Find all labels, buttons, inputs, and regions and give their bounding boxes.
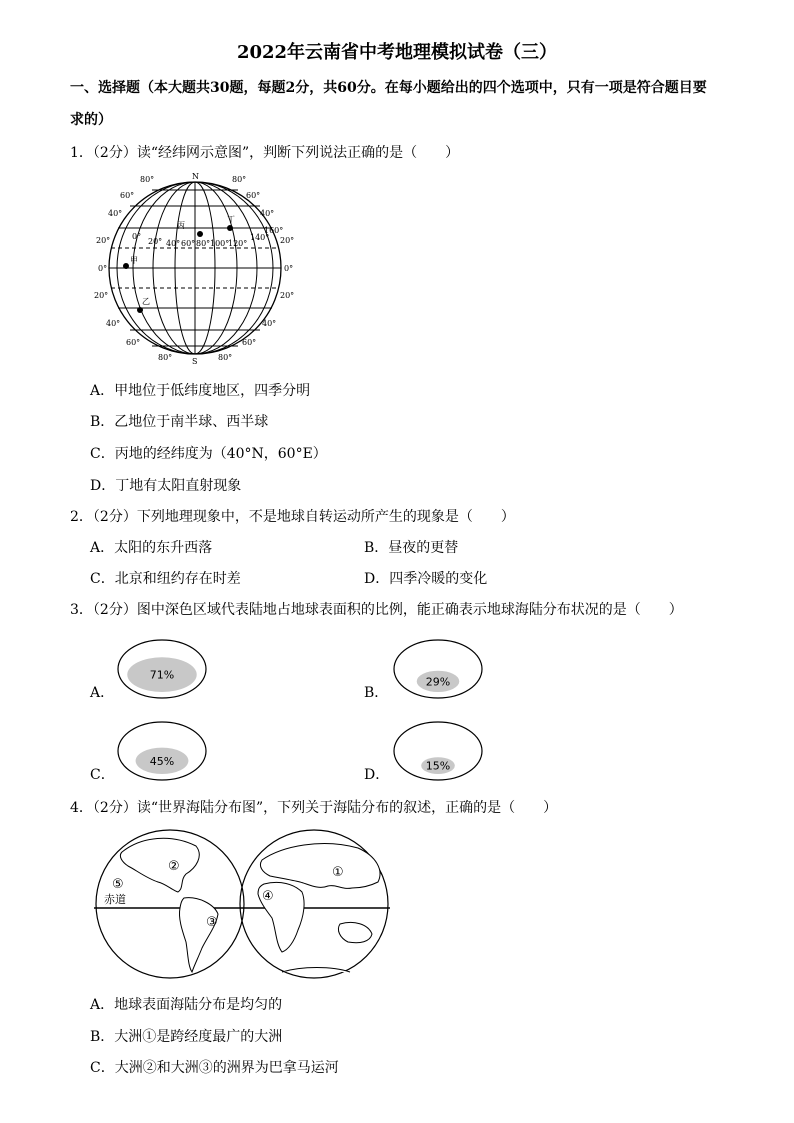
- lat-label-right: 0°: [284, 264, 294, 273]
- q4-option-b[interactable]: B．大洲①是跨经度最广的大洲: [90, 1029, 283, 1045]
- q1-option-c[interactable]: C．丙地的经纬度为（40°N，60°E）: [90, 446, 327, 462]
- q3-oval-d[interactable]: [392, 720, 484, 782]
- land-percent-label: 29%: [425, 675, 451, 689]
- world-land-sea-map: [92, 826, 392, 982]
- lon-label: 160°: [264, 226, 284, 235]
- point-yi: [137, 307, 143, 313]
- point-yi-label: 乙: [142, 297, 150, 306]
- lon-label: 60°: [181, 239, 196, 248]
- marker-3: ③: [206, 915, 218, 930]
- q1-option-a[interactable]: A．甲地位于低纬度地区，四季分明: [90, 383, 311, 399]
- q3-oval-c[interactable]: [116, 720, 208, 782]
- lat-label-right: 80°: [232, 175, 247, 184]
- south-pole-label: S: [192, 357, 198, 366]
- asia-europe-shape: [260, 844, 380, 889]
- point-jia: [123, 263, 129, 269]
- point-bing: [197, 231, 203, 237]
- point-ding-label: 丁: [227, 215, 235, 224]
- lon-label: 100°: [210, 239, 230, 248]
- lat-label-left: 40°: [108, 209, 123, 218]
- lat-label-left: 0°: [98, 264, 108, 273]
- lat-label-left: 20°: [94, 291, 109, 300]
- q3-oval-a[interactable]: [116, 638, 208, 700]
- lon-label: 140°: [250, 233, 270, 242]
- lat-label-right: 20°: [280, 236, 295, 245]
- lat-label-right: 40°: [262, 319, 277, 328]
- q2-option-a[interactable]: A．太阳的东升西落: [90, 540, 213, 556]
- lat-label-right: 60°: [242, 338, 257, 347]
- q1-option-d[interactable]: D．丁地有太阳直射现象: [90, 478, 242, 494]
- q3-option-b-label[interactable]: B．: [364, 685, 389, 701]
- lon-label: 20°: [148, 237, 163, 246]
- australia-shape: [338, 922, 372, 942]
- land-percent-label: 45%: [149, 754, 175, 768]
- lon-label: 80°: [196, 239, 211, 248]
- lon-label: 0°: [132, 232, 142, 241]
- lat-label-left: 20°: [96, 236, 111, 245]
- q3-option-a-label[interactable]: A．: [90, 685, 115, 701]
- q3-oval-b[interactable]: [392, 638, 484, 700]
- q3-option-d-label[interactable]: D．: [364, 767, 390, 783]
- lat-label-right: 60°: [246, 191, 261, 200]
- north-america-shape: [120, 838, 199, 892]
- q2-option-c[interactable]: C．北京和纽约存在时差: [90, 571, 241, 587]
- lat-label-left: 80°: [140, 175, 155, 184]
- lat-label-right: 20°: [280, 291, 295, 300]
- section-heading-line-1: 一、选择题（本大题共30题，每题2分，共60分。在每小题给出的四个选项中，只有一项是符合题目要: [70, 80, 707, 96]
- marker-1: ①: [332, 865, 344, 880]
- marker-5: ⑤: [112, 877, 124, 892]
- point-bing-label: 丙: [177, 221, 185, 230]
- lat-label-right: 40°: [260, 209, 275, 218]
- q3-stem: 3．（2分）图中深色区域代表陆地占地球表面积的比例，能正确表示地球海陆分布状况的是（ ）: [70, 602, 683, 618]
- lat-label-left: 60°: [120, 191, 135, 200]
- section-heading-line-2: 求的）: [70, 112, 112, 128]
- q4-option-c[interactable]: C．大洲②和大洲③的洲界为巴拿马运河: [90, 1060, 339, 1076]
- exam-title: 2022年云南省中考地理模拟试卷（三）: [236, 42, 558, 63]
- graticule-diagram: [90, 170, 300, 366]
- q1-stem: 1．（2分）读“经纬网示意图”，判断下列说法正确的是（ ）: [70, 145, 460, 161]
- land-percent-label: 15%: [425, 759, 451, 773]
- lon-label: 120°: [228, 239, 248, 248]
- section-heading: [70, 72, 730, 136]
- q1-option-b[interactable]: B．乙地位于南半球、西半球: [90, 414, 269, 430]
- point-jia-label: 甲: [130, 256, 138, 265]
- q2-option-d[interactable]: D．四季冷暖的变化: [364, 571, 488, 587]
- south-america-shape: [179, 898, 218, 972]
- q4-option-a[interactable]: A．地球表面海陆分布是均匀的: [90, 997, 283, 1013]
- lat-label-right: 80°: [218, 353, 233, 362]
- q2-option-b[interactable]: B．昼夜的更替: [364, 540, 459, 556]
- equator-label: 赤道: [104, 893, 126, 906]
- q3-option-c-label[interactable]: C．: [90, 767, 115, 783]
- q4-stem: 4．（2分）读“世界海陆分布图”，下列关于海陆分布的叙述，正确的是（ ）: [70, 800, 558, 816]
- lat-label-left: 80°: [158, 353, 173, 362]
- q2-stem: 2．（2分）下列地理现象中，不是地球自转运动所产生的现象是（ ）: [70, 509, 515, 525]
- lon-label: 40°: [166, 239, 181, 248]
- north-pole-label: N: [192, 172, 199, 181]
- lat-label-left: 40°: [106, 319, 121, 328]
- land-percent-label: 71%: [149, 668, 175, 682]
- lat-label-left: 60°: [126, 338, 141, 347]
- marker-4: ④: [262, 889, 274, 904]
- marker-2: ②: [168, 859, 180, 874]
- point-ding: [227, 225, 233, 231]
- antarctica-shape: [282, 968, 350, 973]
